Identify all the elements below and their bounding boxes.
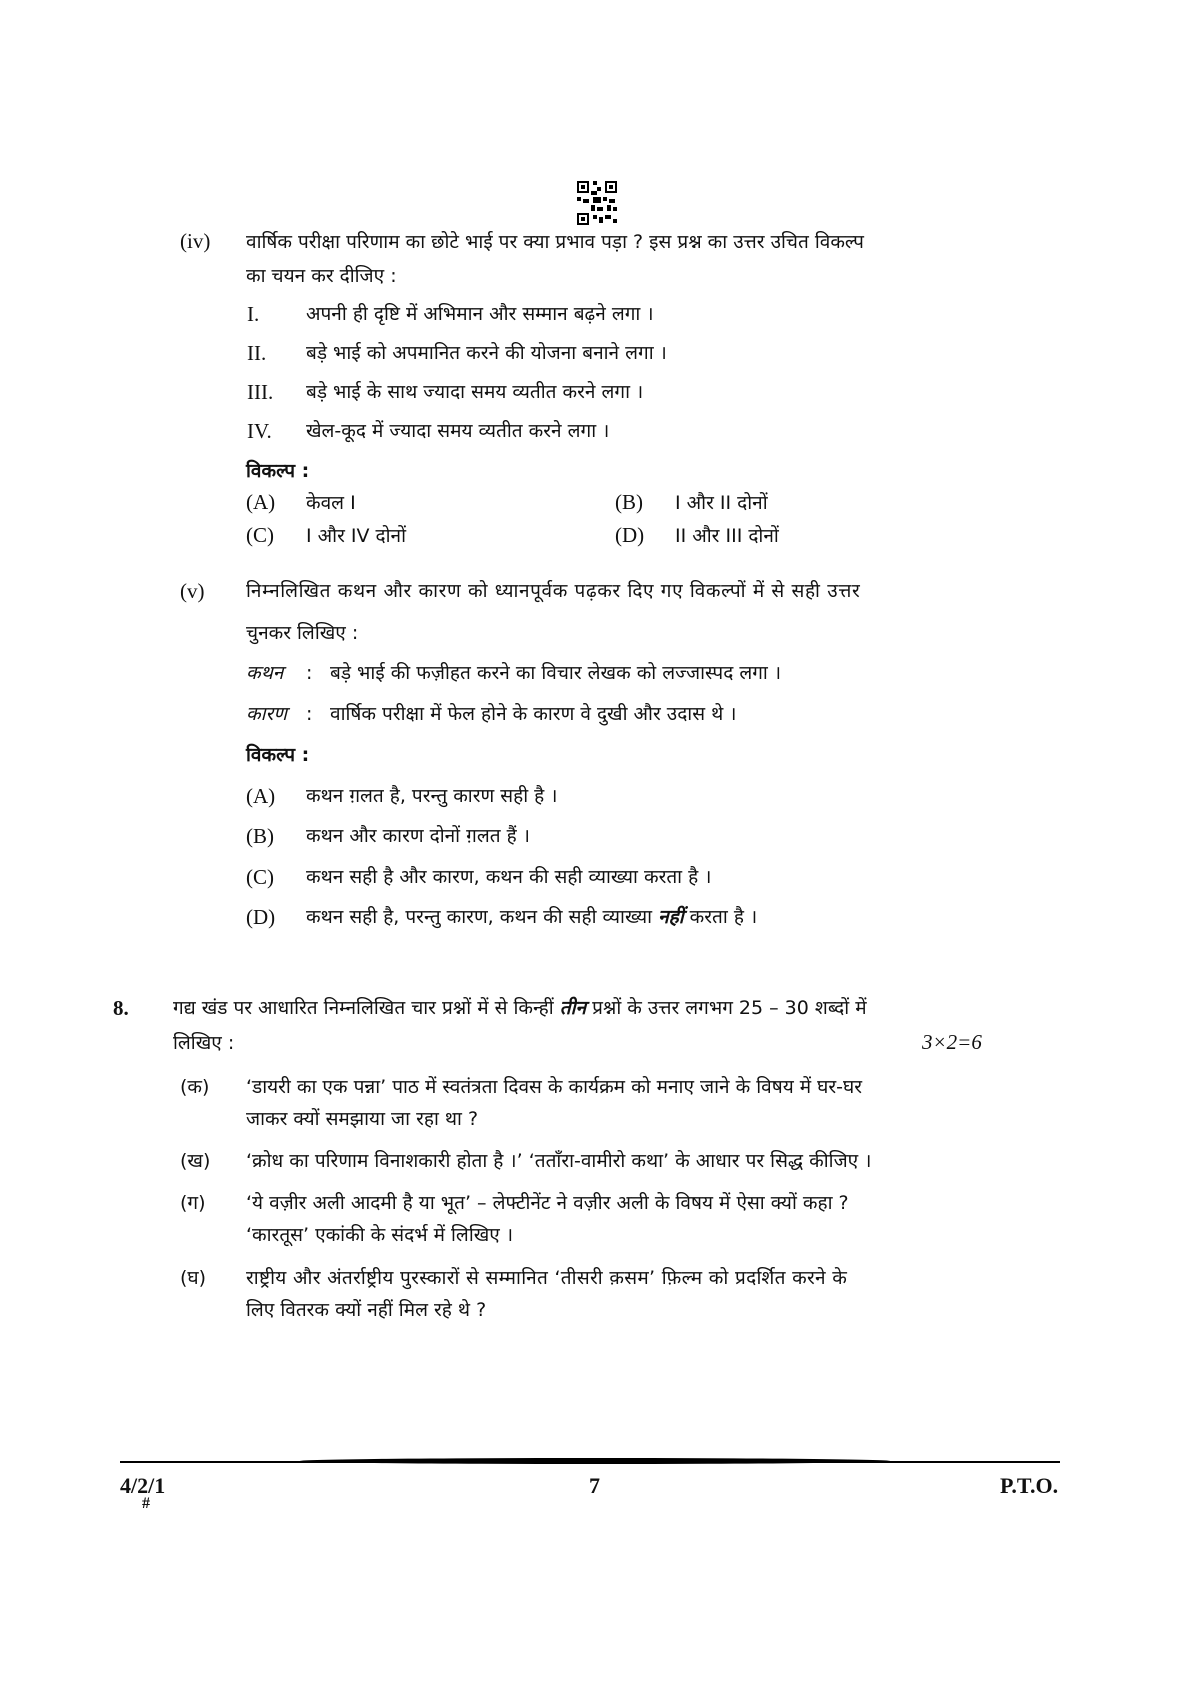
sub-question-line2: जाकर क्यों समझाया जा रहा था ? xyxy=(246,1108,479,1130)
sub-question-line1: ‘ये वज़ीर अली आदमी है या भूत’ – लेफ्टीनेंट ने वज़ीर अली के विषय में ऐसा क्यों कहा ? xyxy=(246,1192,849,1214)
statement-label: I. xyxy=(247,302,260,326)
question-prompt-line2: का चयन कर दीजिए : xyxy=(246,265,397,287)
statement-text: बड़े भाई को अपमानित करने की योजना बनाने लगा । xyxy=(306,342,667,364)
sub-question-line1: ‘क्रोध का परिणाम विनाशकारी होता है ।’ ‘तताँरा-वामीरो कथा’ के आधार पर सिद्ध कीजिए । xyxy=(246,1150,872,1172)
sub-question-label: (ग) xyxy=(180,1192,206,1214)
option-text[interactable]: I और IV दोनों xyxy=(306,525,407,547)
statement-text: अपनी ही दृष्टि में अभिमान और सम्मान बढ़ने लगा । xyxy=(306,303,654,325)
question-prompt-line1 xyxy=(173,995,867,1021)
option-text[interactable]: कथन ग़लत है, परन्तु कारण सही है । xyxy=(306,785,558,807)
prompt-text-before: गद्य खंड पर आधारित निम्नलिखित चार प्रश्नों में से किन्हीं xyxy=(173,997,560,1019)
question-number: 8. xyxy=(113,996,129,1020)
sub-question-line1: ‘डायरी का एक पन्ना’ पाठ में स्वतंत्रता दिवस के कार्यक्रम को मनाए जाने के विषय में घर-घर xyxy=(246,1076,863,1098)
option-label[interactable]: (A) xyxy=(246,784,276,808)
assertion-label: कथन xyxy=(246,662,284,684)
sub-question-label: (क) xyxy=(180,1076,210,1098)
reason-label: कारण xyxy=(246,703,288,725)
question-prompt-line1: निम्नलिखित कथन और कारण को ध्यानपूर्वक पढ़कर दिए गए विकल्पों में से सही उत्तर xyxy=(246,580,861,602)
option-text[interactable]: कथन और कारण दोनों ग़लत हैं । xyxy=(306,825,530,847)
option-text[interactable] xyxy=(306,904,757,930)
footer-divider-thick xyxy=(300,1458,890,1464)
question-number: (iv) xyxy=(180,229,211,253)
reason-separator: : xyxy=(306,703,313,725)
option-text[interactable]: I और II दोनों xyxy=(675,492,768,514)
paper-code: 4/2/1 xyxy=(120,1473,166,1498)
sub-question-line2: ‘कारतूस’ एकांकी के संदर्भ में लिखिए । xyxy=(246,1224,514,1246)
option-label[interactable]: (D) xyxy=(246,905,276,929)
assertion-separator: : xyxy=(306,662,313,684)
option-label[interactable]: (B) xyxy=(615,490,643,514)
statement-text: खेल-कूद में ज्यादा समय व्यतीत करने लगा । xyxy=(306,420,610,442)
statement-label: III. xyxy=(247,380,274,404)
question-prompt-line1: वार्षिक परीक्षा परिणाम का छोटे भाई पर क्या प्रभाव पड़ा ? इस प्रश्न का उत्तर उचित विकल्प xyxy=(246,231,864,253)
question-prompt-line2: लिखिए : xyxy=(173,1032,235,1054)
option-text-after: करता है । xyxy=(683,906,758,928)
statement-text: बड़े भाई के साथ ज्यादा समय व्यतीत करने लगा । xyxy=(306,381,644,403)
option-text-before: कथन सही है, परन्तु कारण, कथन की सही व्याख्या xyxy=(306,906,659,928)
page-number: 7 xyxy=(589,1473,600,1498)
option-text[interactable]: II और III दोनों xyxy=(675,525,779,547)
question-prompt-line2: चुनकर लिखिए : xyxy=(246,622,359,644)
option-text-emphasis: नहीं xyxy=(658,906,684,928)
sub-question-label: (ख) xyxy=(180,1150,211,1172)
option-label[interactable]: (C) xyxy=(246,523,274,547)
assertion-text: बड़े भाई की फज़ीहत करने का विचार लेखक को लज्जास्पद लगा । xyxy=(330,662,782,684)
sub-question-label: (घ) xyxy=(180,1267,207,1289)
option-label[interactable]: (C) xyxy=(246,865,274,889)
reason-text: वार्षिक परीक्षा में फेल होने के कारण वे दुखी और उदास थे । xyxy=(330,703,737,725)
marks: 3×2=6 xyxy=(922,1030,982,1054)
qr-code-icon xyxy=(577,181,617,225)
statement-label: II. xyxy=(247,341,267,365)
question-number: (v) xyxy=(180,579,205,603)
sub-question-line1: राष्ट्रीय और अंतर्राष्ट्रीय पुरस्कारों से सम्मानित ‘तीसरी क़सम’ फ़िल्म को प्रदर्शित करने के xyxy=(246,1267,848,1289)
sub-question-line2: लिए वितरक क्यों नहीं मिल रहे थे ? xyxy=(246,1299,487,1321)
option-text[interactable]: केवल I xyxy=(306,492,356,514)
option-label[interactable]: (B) xyxy=(246,824,274,848)
option-text[interactable]: कथन सही है और कारण, कथन की सही व्याख्या करता है । xyxy=(306,866,712,888)
prompt-text-after: प्रश्नों के उत्तर लगभग 25 – 30 शब्दों में xyxy=(586,997,867,1019)
prompt-emphasis: तीन xyxy=(559,997,587,1019)
options-heading: विकल्प : xyxy=(246,460,310,482)
hash-mark: # xyxy=(142,1495,150,1512)
options-heading: विकल्प : xyxy=(246,744,310,766)
option-label[interactable]: (A) xyxy=(246,490,276,514)
option-label[interactable]: (D) xyxy=(615,523,645,547)
statement-label: IV. xyxy=(247,419,272,443)
please-turn-over: P.T.O. xyxy=(1000,1473,1059,1498)
